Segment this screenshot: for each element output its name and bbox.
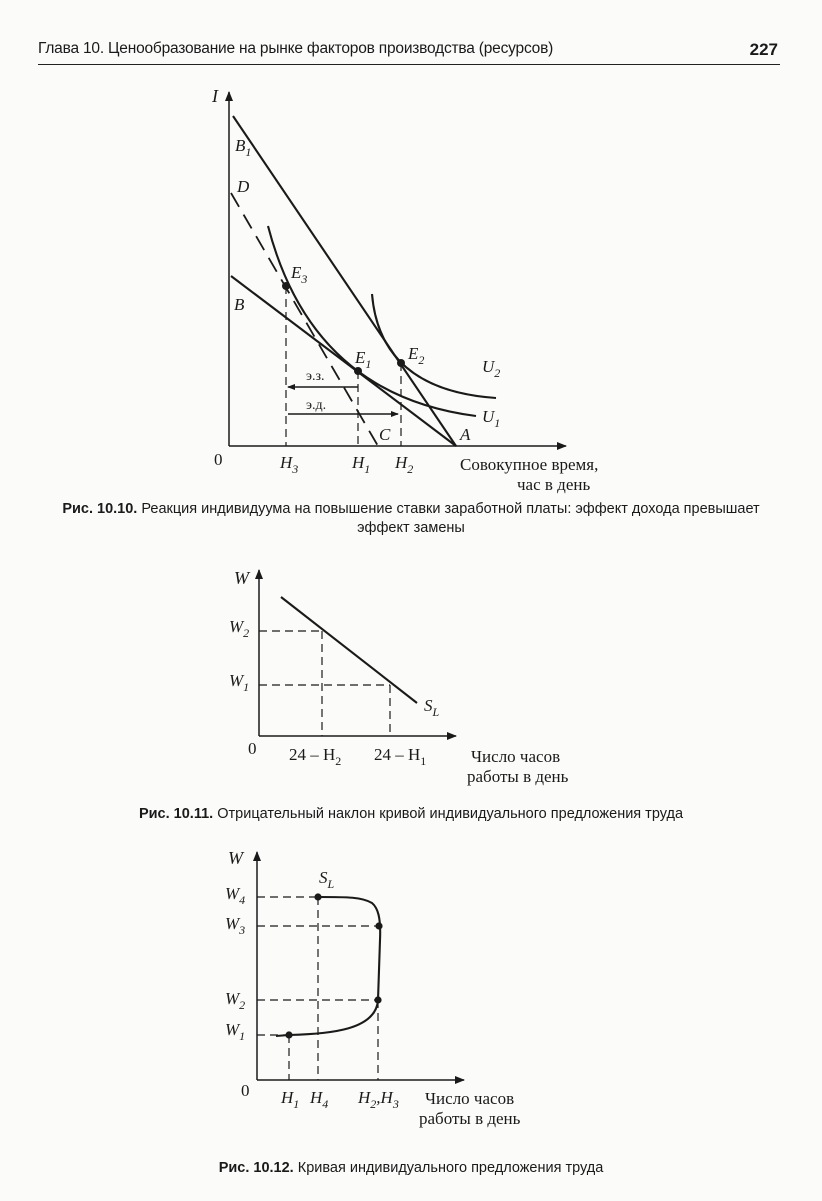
fig11-caption xyxy=(40,805,782,824)
fig10-point-e3 xyxy=(282,282,290,290)
fig11-tick-24-h1: $24 - H_1$ xyxy=(374,745,427,768)
fig10-substitution-effect-label: э.з. xyxy=(306,369,325,384)
fig10-label-d: D xyxy=(237,177,250,196)
chapter-title: Глава 10. Ценообразование на рынке факторов производства (ресурсов) xyxy=(38,40,554,57)
fig10-caption xyxy=(40,500,782,538)
fig11-origin-label: 0 xyxy=(248,739,257,758)
fig10-y-axis-label: I xyxy=(212,86,218,106)
fig12-tick-h2h3: $H_2,H_3$ xyxy=(358,1088,399,1111)
fig10-label-e1: $E_1$ xyxy=(355,348,372,371)
fig12-point-w4 xyxy=(314,893,321,900)
fig10-budget-line-b1a xyxy=(233,116,456,446)
fig10-caption-text: Реакция индивидуума на повышение ставки заработной платы: эффект дохода превышает эффект замены xyxy=(141,501,760,536)
fig10-point-e1 xyxy=(354,367,362,375)
fig12-tick-w3: $W_3$ xyxy=(225,914,246,937)
fig12-tick-w1: $W_1$ xyxy=(225,1020,246,1043)
fig10-income-effect-label: э.д. xyxy=(306,398,327,413)
fig12-caption-label: Рис. 10.12. xyxy=(218,1160,294,1176)
fig10-label-b1: $B_1$ xyxy=(235,136,252,159)
fig12-tick-h4: $H_4$ xyxy=(310,1088,329,1111)
fig11-x-axis-label-line1: Число часов xyxy=(471,747,561,766)
fig10-origin-label: 0 xyxy=(214,450,223,469)
fig11-x-axis-label-line2: работы в день xyxy=(467,767,569,786)
fig10-tick-h3: $H_3$ xyxy=(280,453,299,476)
figure-10-10 xyxy=(211,86,598,494)
fig12-y-axis-label: W xyxy=(228,848,243,868)
fig11-caption-text: Отрицательный наклон кривой индивидуального предложения труда xyxy=(217,806,684,822)
fig11-curve-label: $S_L$ xyxy=(424,696,440,719)
fig12-tick-h1: $H_1$ xyxy=(281,1088,300,1111)
fig11-caption-label: Рис. 10.11. xyxy=(138,806,214,822)
fig10-label-b: B xyxy=(234,295,245,314)
fig11-tick-w1: $W_1$ xyxy=(229,671,250,694)
fig10-label-a: A xyxy=(460,425,471,444)
fig10-compensated-line-dc xyxy=(231,193,378,446)
fig10-point-e2 xyxy=(397,359,405,367)
figure-10-12 xyxy=(225,848,521,1128)
fig12-caption xyxy=(40,1159,782,1178)
fig12-caption-text: Кривая индивидуального предложения труда xyxy=(297,1160,604,1176)
fig10-label-u1: $U_1$ xyxy=(482,407,501,430)
fig11-tick-24-h2: $24 - H_2$ xyxy=(289,745,342,768)
fig10-label-e2: $E_2$ xyxy=(408,344,425,367)
fig10-caption-label: Рис. 10.10. xyxy=(62,501,138,517)
fig12-origin-label: 0 xyxy=(241,1081,250,1100)
fig10-x-axis-label-line1: Совокупное время, xyxy=(460,455,599,474)
fig12-point-w2 xyxy=(374,996,381,1003)
fig10-label-c: C xyxy=(379,425,391,444)
page-number: 227 xyxy=(749,40,778,59)
fig12-point-w3 xyxy=(375,922,382,929)
fig12-point-w1 xyxy=(285,1031,292,1038)
fig12-tick-w2: $W_2$ xyxy=(225,989,246,1012)
fig10-indifference-curve-u2 xyxy=(372,294,496,398)
fig12-curve-label: $S_L$ xyxy=(319,868,335,891)
figure-10-11 xyxy=(229,568,569,786)
fig10-label-u2: $U_2$ xyxy=(482,357,501,380)
fig10-x-axis-label-line2: час в день xyxy=(517,475,591,494)
fig10-label-e3: $E_3$ xyxy=(291,263,308,286)
fig11-y-axis-label: W xyxy=(234,568,249,588)
fig12-x-axis-label-line1: Число часов xyxy=(425,1089,515,1108)
fig11-tick-w2: $W_2$ xyxy=(229,617,250,640)
fig10-tick-h2: $H_2$ xyxy=(395,453,414,476)
fig10-tick-h1: $H_1$ xyxy=(352,453,371,476)
fig11-supply-curve xyxy=(281,597,417,703)
fig12-x-axis-label-line2: работы в день xyxy=(419,1109,521,1128)
fig12-tick-w4: $W_4$ xyxy=(225,884,246,907)
fig12-supply-curve xyxy=(276,897,380,1036)
